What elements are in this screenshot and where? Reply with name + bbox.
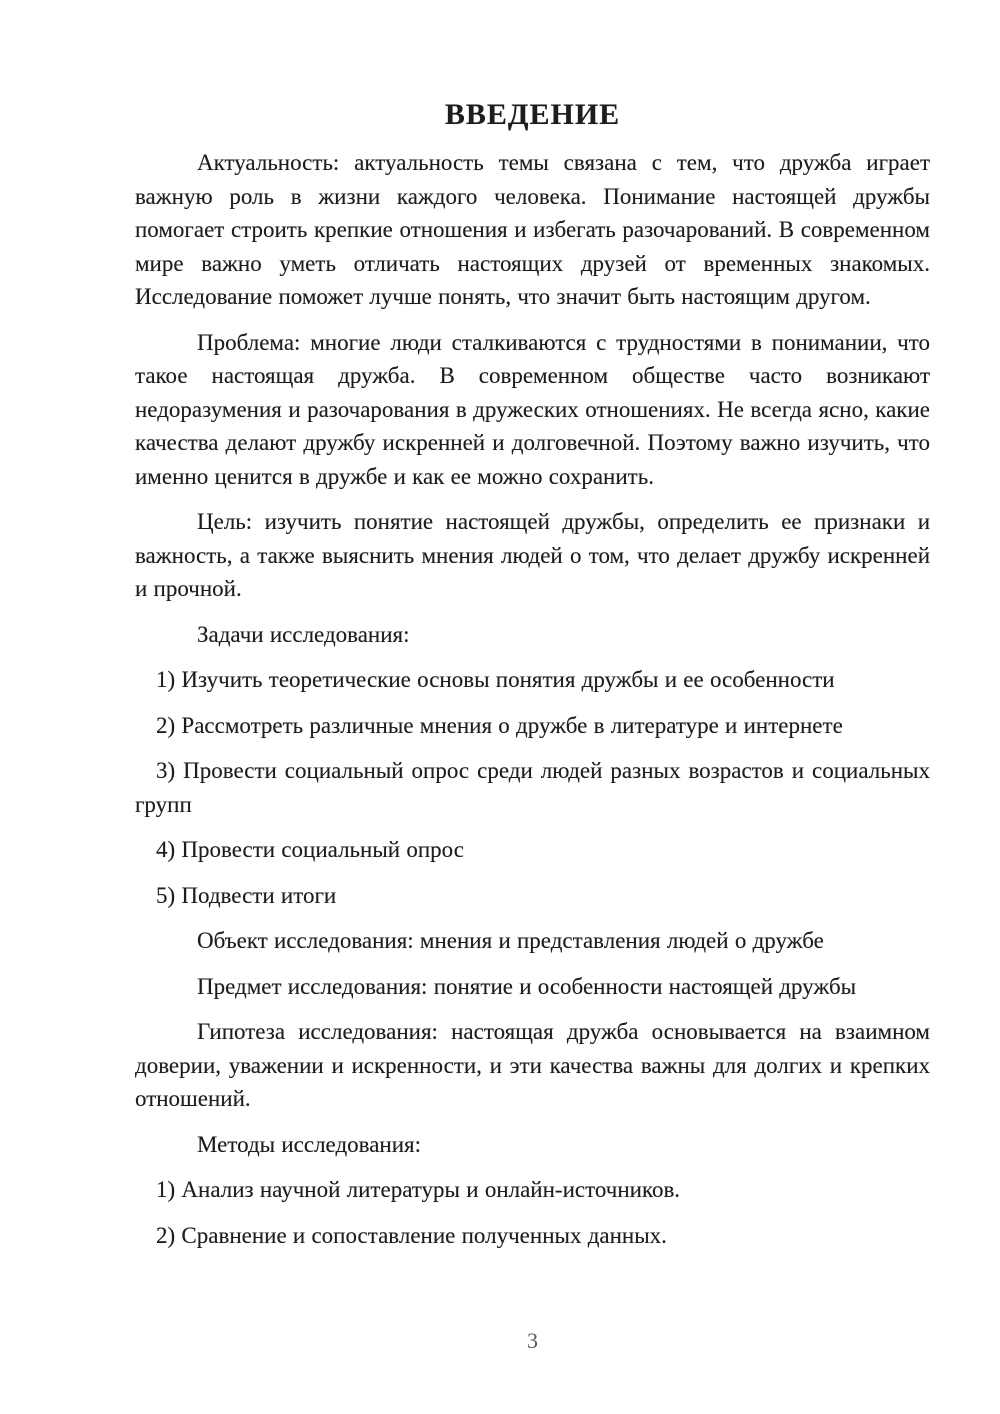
paragraph-relevance: Актуальность: актуальность темы связана с тем, что дружба играет важную роль в жизни каждого человека. Понимание настоящей дружбы помогает строить крепкие отношения и избегать разочарований. В современном мире важно уметь отличать настоящих друзей от временных знакомых. Исследование поможет лучше понять, что значит быть настоящим другом. xyxy=(135,150,930,309)
paragraph-object: Объект исследования: мнения и представления людей о дружбе xyxy=(197,928,824,953)
paragraph-goal: Цель: изучить понятие настоящей дружбы, определить ее признаки и важность, а также выяснить мнения людей о том, что делает дружбу искренней и прочной. xyxy=(135,509,930,601)
method-item-1: 1) Анализ научной литературы и онлайн-источников. xyxy=(156,1177,681,1202)
task-item-1: 1) Изучить теоретические основы понятия дружбы и ее особенности xyxy=(156,667,835,692)
page-number: 3 xyxy=(527,1328,538,1353)
tasks-label: Задачи исследования: xyxy=(197,621,410,647)
paragraph-problem: Проблема: многие люди сталкиваются с трудностями в понимании, что такое настоящая дружба. В современном обществе часто возникают недоразумения и разочарования в дружеских отношениях. Не всегда ясно, какие качества делают дружбу искренней и долговечной. Поэтому важно изучить, что именно ценится в дружбе и как ее можно сохранить. xyxy=(135,329,930,489)
task-item-3: 3) Провести социальный опрос среди людей разных возрастов и социальных групп xyxy=(135,758,930,817)
page-title: ВВЕДЕНИЕ xyxy=(444,98,621,131)
method-item-2: 2) Сравнение и сопоставление полученных данных. xyxy=(156,1222,667,1248)
methods-label: Методы исследования: xyxy=(197,1131,422,1157)
paragraph-hypothesis: Гипотеза исследования: настоящая дружба основывается на взаимном доверии, уважении и искренности, и эти качества важны для долгих и крепких отношений. xyxy=(135,1019,930,1111)
task-item-4: 4) Провести социальный опрос xyxy=(156,837,464,862)
task-item-5: 5) Подвести итоги xyxy=(156,882,337,908)
task-item-2: 2) Рассмотреть различные мнения о дружбе в литературе и интернете xyxy=(156,712,843,738)
paragraph-subject: Предмет исследования: понятие и особенности настоящей дружбы xyxy=(197,973,857,999)
